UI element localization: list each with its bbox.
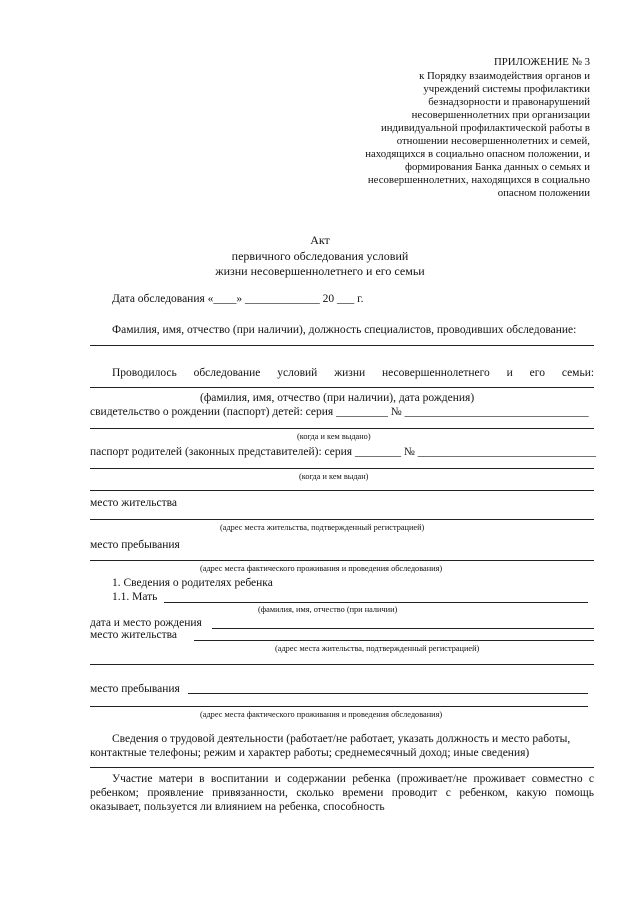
residence-hint: (адрес места жительства, подтвержденный регистрацией) — [220, 523, 425, 532]
stay-label: место пребывания — [90, 539, 180, 551]
appendix-line: отношении несовершеннолетних и семей, — [396, 135, 590, 147]
residence-label: место жительства — [90, 497, 177, 509]
appendix-line: формирования Банка данных о семьях и — [405, 161, 590, 173]
conducted-input-line[interactable] — [90, 387, 594, 388]
work-info-input-line[interactable] — [90, 767, 594, 768]
conducted-hint: (фамилия, имя, отчество (при наличии), дата рождения) — [200, 392, 475, 404]
mother-stay-extra-line[interactable] — [90, 706, 588, 707]
mother-label: 1.1. Мать — [112, 591, 158, 603]
mother-residence-input-line[interactable] — [194, 640, 594, 641]
appendix-line: к Порядку взаимодействия органов и — [419, 70, 590, 82]
parents-doc-issued-line[interactable] — [90, 468, 594, 469]
children-doc-field[interactable]: свидетельство о рождении (паспорт) детей: серия _________ № ________________________________ — [90, 406, 589, 418]
participation-text: Участие матери в воспитании и содержании ребенка (проживает/не проживает совместно с — [112, 773, 594, 785]
parents-section-heading: 1. Сведения о родителях ребенка — [112, 577, 273, 589]
mother-stay-hint: (адрес места фактического проживания и проведения обследования) — [200, 710, 443, 719]
parents-doc-field[interactable]: паспорт родителей (законных представителей): серия ________ № _______________________________ — [90, 446, 596, 458]
participation-text: ребенком; проявление привязанности, сколько времени проводит с ребенком, какую помощь — [90, 787, 594, 799]
document-subtitle: жизни несовершеннолетнего и его семьи — [215, 264, 425, 278]
appendix-line: индивидуальной профилактической работы в — [381, 122, 590, 134]
residence-input-line[interactable] — [90, 519, 594, 520]
specialists-input-line[interactable] — [90, 345, 594, 346]
mother-name-hint: (фамилия, имя, отчество (при наличии) — [258, 605, 398, 614]
appendix-line: несовершеннолетних при организации — [411, 109, 590, 121]
conducted-label: Проводилось обследование условий жизни несовершеннолетнего и его семьи: — [112, 367, 595, 379]
stay-input-line[interactable] — [90, 560, 594, 561]
mother-residence-extra-line[interactable] — [90, 664, 594, 665]
appendix-heading: ПРИЛОЖЕНИЕ № 3 — [493, 56, 590, 68]
appendix-line: опасном положении — [497, 187, 590, 199]
mother-stay-input-line[interactable] — [188, 693, 588, 694]
document-title: Акт — [310, 233, 330, 247]
residence-top-line[interactable] — [90, 490, 594, 491]
survey-date-field[interactable]: Дата обследования «____» _____________ 20 ___ г. — [112, 293, 364, 305]
appendix-line: безнадзорности и правонарушений — [428, 96, 590, 108]
parents-doc-hint: (когда и кем выдан) — [299, 472, 369, 481]
mother-residence-hint: (адрес места жительства, подтвержденный регистрацией) — [275, 644, 480, 653]
stay-hint: (адрес места фактического проживания и проведения обследования) — [200, 564, 443, 573]
children-doc-hint: (когда и кем выдано) — [297, 432, 371, 441]
mother-birth-label: дата и место рождения — [90, 617, 202, 629]
mother-stay-label: место пребывания — [90, 683, 180, 695]
children-doc-issued-line[interactable] — [90, 428, 594, 429]
mother-name-input-line[interactable] — [164, 602, 588, 603]
appendix-line: учреждений системы профилактики — [423, 83, 590, 95]
mother-residence-label: место жительства — [90, 629, 177, 641]
document-subtitle: первичного обследования условий — [231, 249, 409, 263]
appendix-line: находящихся в социально опасном положении, и — [365, 148, 590, 160]
specialists-label: Фамилия, имя, отчество (при наличии), должность специалистов, проводивших обследование: — [112, 324, 577, 336]
work-info-label: контактные телефоны; режим и характер работы; среднемесячный доход; иные сведения) — [90, 747, 530, 759]
participation-text: оказывает, пользуется ли влиянием на ребенка, способность — [90, 801, 385, 813]
mother-birth-input-line[interactable] — [212, 628, 594, 629]
work-info-label: Сведения о трудовой деятельности (работает/не работает, указать должность и место работы, — [112, 733, 571, 745]
appendix-line: несовершеннолетних, находящихся в социально — [367, 174, 590, 186]
